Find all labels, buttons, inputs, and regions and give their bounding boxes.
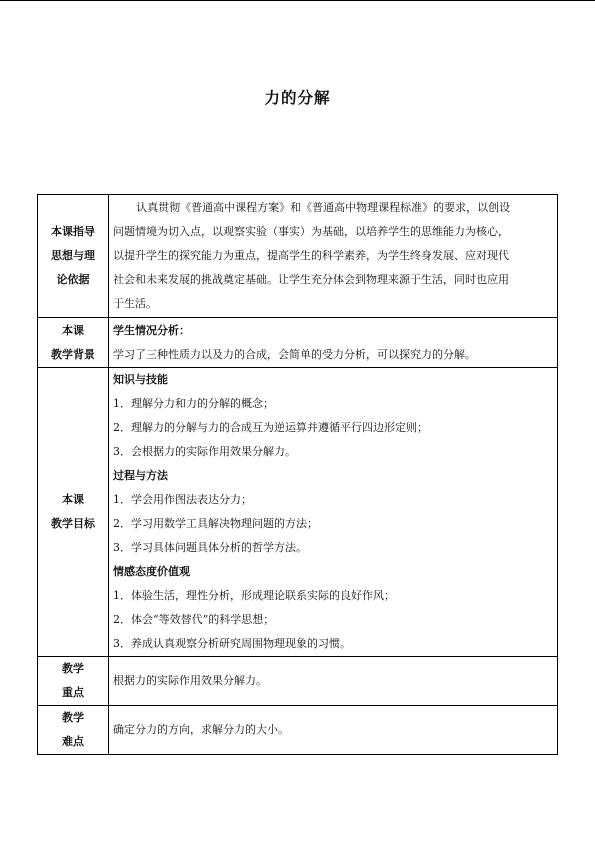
label-line: 本课	[62, 493, 84, 506]
table-row-difficult-points	[38, 706, 558, 755]
guiding-theory-content	[109, 195, 558, 318]
section-heading: 学生情况分析：	[113, 323, 190, 337]
list-item: 2．学习用数学工具解决物理问题的方法；	[113, 517, 318, 530]
document-title: 力的分解	[264, 89, 331, 107]
list-item: 2．体会“等效替代”的科学思想；	[113, 613, 275, 626]
list-item: 3．会根据力的实际作用效果分解力。	[113, 445, 296, 458]
label-line: 论依据	[56, 273, 90, 286]
table-row-teaching-background	[38, 318, 558, 368]
label-line: 重点	[62, 686, 84, 699]
label-line: 教学背景	[51, 347, 95, 361]
key-points-text: 根据力的实际作用效果分解力。	[113, 674, 267, 687]
label-line: 难点	[62, 735, 84, 748]
key-points-content	[109, 657, 558, 706]
label-teaching-objectives	[38, 368, 109, 657]
label-line: 教学	[62, 662, 84, 675]
label-line: 本课指导	[51, 225, 95, 238]
label-teaching-background	[38, 318, 109, 368]
label-line: 思想与理	[51, 249, 95, 262]
label-guiding-theory	[38, 195, 109, 318]
table-row-teaching-objectives	[38, 368, 558, 657]
paragraph-line: 社会和未来发展的挑战奠定基础。让学生充分体会到物理来源于生活，同时也应用	[113, 273, 509, 286]
label-key-points	[38, 657, 109, 706]
label-line: 本课	[62, 323, 84, 337]
list-item: 1．学会用作图法表达分力；	[113, 493, 252, 506]
lesson-plan-table	[37, 194, 558, 755]
list-item: 1．理解分力和力的分解的概念；	[113, 397, 274, 410]
difficult-points-text: 确定分力的方向，求解分力的大小。	[113, 723, 289, 736]
paragraph-line: 于生活。	[113, 297, 157, 310]
label-line: 教学目标	[51, 517, 95, 530]
section-heading: 知识与技能	[113, 373, 168, 386]
list-item: 3．养成认真观察分析研究周围物理现象的习惯。	[113, 637, 351, 650]
top-rule	[0, 0, 595, 1]
background-text: 学习了三种性质力以及力的合成，会简单的受力分析，可以探究力的分解。	[113, 347, 476, 361]
paragraph-line: 问题情境为切入点，以观察实验（事实）为基础，以培养学生的思维能力为核心，	[113, 225, 509, 238]
teaching-objectives-content	[109, 368, 558, 657]
list-item: 1．体验生活，理性分析，形成理论联系实际的良好作风；	[113, 589, 395, 602]
paragraph-line: 认真贯彻《普通高中课程方案》和《普通高中物理课程标准》的要求，以创设	[136, 201, 511, 214]
paragraph-line: 以提升学生的探究能力为重点，提高学生的科学素养，为学生终身发展、应对现代	[113, 249, 509, 262]
label-line: 教学	[62, 711, 84, 724]
difficult-points-content	[109, 706, 558, 755]
section-heading: 过程与方法	[113, 469, 168, 482]
table-row-key-points	[38, 657, 558, 706]
teaching-background-content	[109, 318, 558, 368]
list-item: 3．学习具体问题具体分析的哲学方法。	[113, 541, 307, 554]
table-row-guiding-theory	[38, 195, 558, 318]
list-item: 2．理解力的分解与力的合成互为逆运算并遵循平行四边形定则；	[113, 421, 428, 434]
section-heading: 情感态度价值观	[113, 565, 190, 578]
label-difficult-points	[38, 706, 109, 755]
